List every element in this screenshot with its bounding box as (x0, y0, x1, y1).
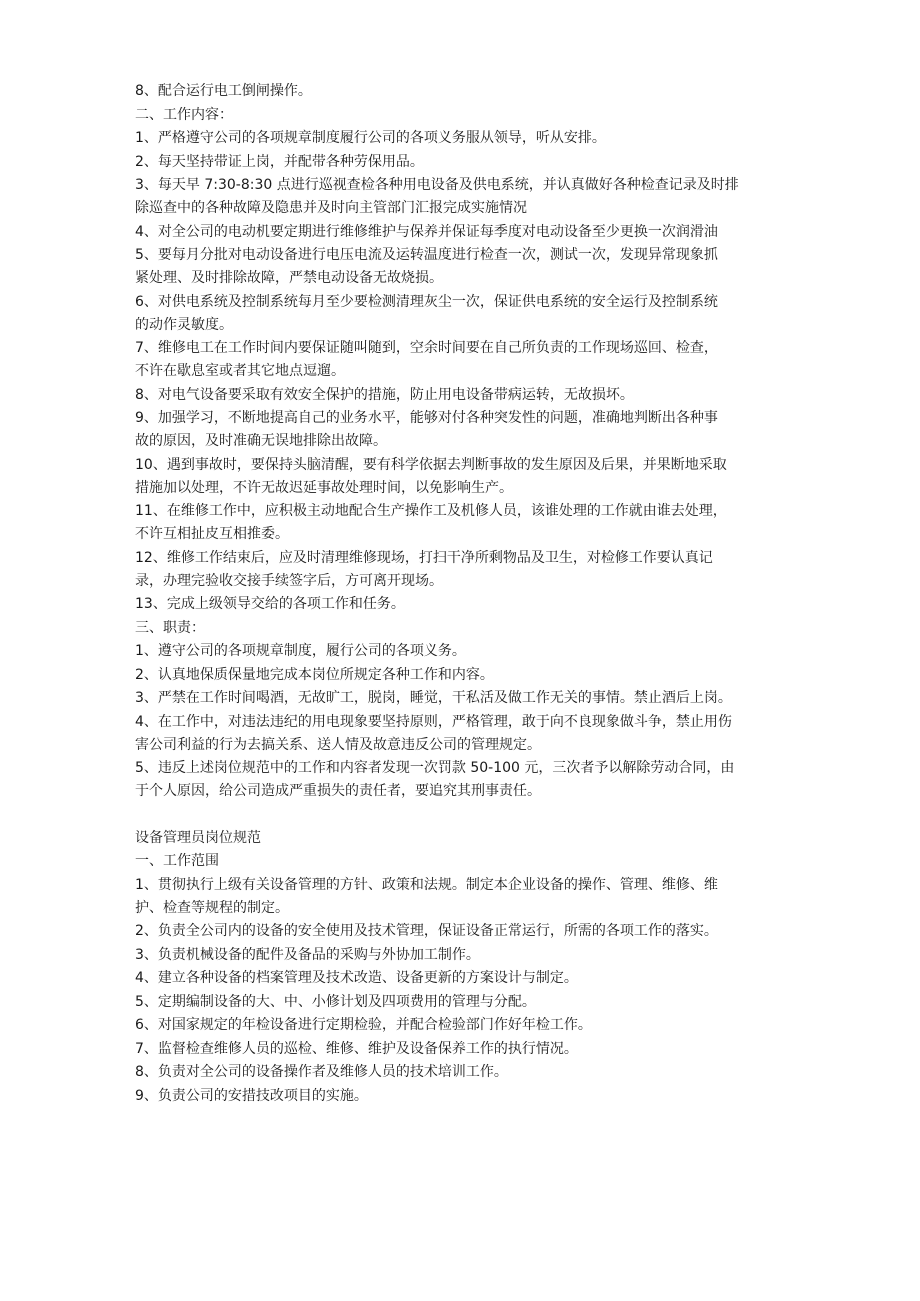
paragraph (135, 757, 815, 803)
paragraph-line: 一、工作范围 (135, 853, 219, 869)
paragraph (135, 500, 815, 546)
paragraph-line: 的动作灵敏度。 (135, 316, 233, 333)
paragraph-line: 8、对电气设备要采取有效安全保护的措施，防止用电设备带病运转，无故损坏。 (135, 386, 634, 403)
paragraph (135, 104, 815, 127)
paragraph (135, 640, 815, 663)
paragraph-line: 二、工作内容： (135, 106, 233, 123)
paragraph-line: 5、违反上述岗位规范中的工作和内容者发现一次罚款 50-100 元，三次者予以解除劳动合同，由 (135, 760, 735, 776)
paragraph-line: 9、加强学习，不断地提高自己的业务水平，能够对付各种突发性的问题，准确地判断出各种事 (135, 410, 718, 426)
paragraph (135, 827, 815, 850)
paragraph-line: 8、负责对全公司的设备操作者及维修人员的技术培训工作。 (135, 1064, 508, 1080)
electrician-section (135, 80, 815, 803)
paragraph (135, 711, 815, 757)
paragraph-line: 3、每天早 7:30-8:30 点进行巡视查检各种用电设备及供电系统，并认真做好各种检查记录及时排 (135, 177, 739, 193)
paragraph (135, 991, 815, 1014)
paragraph-line: 2、每天坚持带证上岗，并配带各种劳保用品。 (135, 153, 424, 170)
paragraph (135, 874, 815, 920)
paragraph-line: 害公司利益的行为去搞关系、送人情及故意违反公司的管理规定。 (135, 736, 541, 753)
paragraph-line: 6、对国家规定的年检设备进行定期检验，并配合检验部门作好年检工作。 (135, 1017, 592, 1033)
paragraph (135, 850, 815, 873)
paragraph-line: 10、遇到事故时，要保持头脑清醒，要有科学依据去判断事故的发生原因及后果，并果断地采取 (135, 456, 727, 473)
paragraph-line: 8、配合运行电工倒闸操作。 (135, 83, 312, 99)
paragraph-line: 不许互相扯皮互相推委。 (135, 526, 289, 542)
paragraph-line: 11、在维修工作中，应积极主动地配合生产操作工及机修人员，该谁处理的工作就由谁去处理， (135, 503, 727, 519)
paragraph (135, 1061, 815, 1084)
paragraph-line: 护、检查等规程的制定。 (135, 899, 289, 916)
paragraph-line: 3、负责机械设备的配件及备品的采购与外协加工制作。 (135, 946, 480, 963)
paragraph-line: 5、要每月分批对电动设备进行电压电流及运转温度进行检查一次，测试一次，发现异常现象抓 (135, 247, 718, 263)
paragraph (135, 384, 815, 407)
paragraph (135, 127, 815, 150)
paragraph (135, 920, 815, 943)
paragraph-line: 录，办理完验收交接手续签字后，方可离开现场。 (135, 572, 443, 589)
paragraph (135, 664, 815, 687)
paragraph (135, 944, 815, 967)
paragraph (135, 1085, 815, 1108)
paragraph (135, 593, 815, 616)
paragraph-line: 设备管理员岗位规范 (135, 829, 261, 846)
paragraph-line: 13、完成上级领导交给的各项工作和任务。 (135, 596, 405, 612)
paragraph-line: 不许在歇息室或者其它地点逗遛。 (135, 363, 345, 379)
paragraph-line: 三、职责： (135, 619, 205, 636)
paragraph-line: 2、负责全公司内的设备的安全使用及技术管理，保证设备正常运行，所需的各项工作的落实。 (135, 923, 718, 939)
paragraph (135, 967, 815, 990)
paragraph (135, 174, 815, 220)
paragraph (135, 80, 815, 103)
paragraph-line: 4、在工作中，对违法违纪的用电现象要坚持原则，严格管理，敢于向不良现象做斗争，禁止用伤 (135, 713, 732, 730)
paragraph (135, 547, 815, 593)
equipment-manager-section (135, 827, 815, 1108)
paragraph-line: 紧处理、及时排除故障，严禁电动设备无故烧损。 (135, 270, 443, 286)
paragraph-line: 4、对全公司的电动机要定期进行维修维护与保养并保证每季度对电动设备至少更换一次润滑油 (135, 223, 718, 240)
paragraph-line: 1、遵守公司的各项规章制度，履行公司的各项义务。 (135, 643, 466, 659)
paragraph-line: 除巡查中的各种故障及隐患并及时向主管部门汇报完成实施情况 (135, 200, 527, 216)
paragraph (135, 1038, 815, 1061)
paragraph (135, 221, 815, 244)
paragraph-line: 4、建立各种设备的档案管理及技术改造、设备更新的方案设计与制定。 (135, 970, 578, 986)
paragraph (135, 454, 815, 500)
paragraph-line: 12、维修工作结束后，应及时清理维修现场，打扫干净所剩物品及卫生，对检修工作要认真记 (135, 549, 713, 566)
paragraph-line: 9、负责公司的安措技改项目的实施。 (135, 1087, 368, 1104)
paragraph (135, 687, 815, 710)
paragraph-line: 7、监督检查维修人员的巡检、维修、维护及设备保养工作的执行情况。 (135, 1040, 578, 1057)
paragraph (135, 244, 815, 290)
paragraph-line: 5、定期编制设备的大、中、小修计划及四项费用的管理与分配。 (135, 993, 536, 1010)
paragraph-line: 故的原因，及时准确无误地排除出故障。 (135, 433, 387, 449)
section-gap (135, 804, 815, 827)
paragraph-line: 于个人原因，给公司造成严重损失的责任者，要追究其刑事责任。 (135, 783, 541, 799)
paragraph-line: 1、严格遵守公司的各项规章制度履行公司的各项义务服从领导，听从安排。 (135, 130, 606, 146)
paragraph-line: 7、维修电工在工作时间内要保证随叫随到，空余时间要在自己所负责的工作现场巡回、检查， (135, 340, 718, 356)
paragraph-line: 6、对供电系统及控制系统每月至少要检测清理灰尘一次，保证供电系统的安全运行及控制系统 (135, 293, 718, 310)
paragraph (135, 1014, 815, 1037)
paragraph (135, 151, 815, 174)
paragraph (135, 337, 815, 383)
paragraph-line: 2、认真地保质保量地完成本岗位所规定各种工作和内容。 (135, 666, 494, 683)
paragraph (135, 291, 815, 337)
paragraph-line: 措施加以处理，不许无故迟延事故处理时间，以免影响生产。 (135, 479, 513, 496)
paragraph-line: 3、严禁在工作时间喝酒，无故旷工，脱岗，睡觉，干私活及做工作无关的事情。禁止酒后上岗。 (135, 690, 732, 706)
paragraph (135, 407, 815, 453)
paragraph-line: 1、贯彻执行上级有关设备管理的方针、政策和法规。制定本企业设备的操作、管理、维修、维 (135, 876, 718, 893)
paragraph (135, 617, 815, 640)
document-page (135, 80, 815, 1108)
